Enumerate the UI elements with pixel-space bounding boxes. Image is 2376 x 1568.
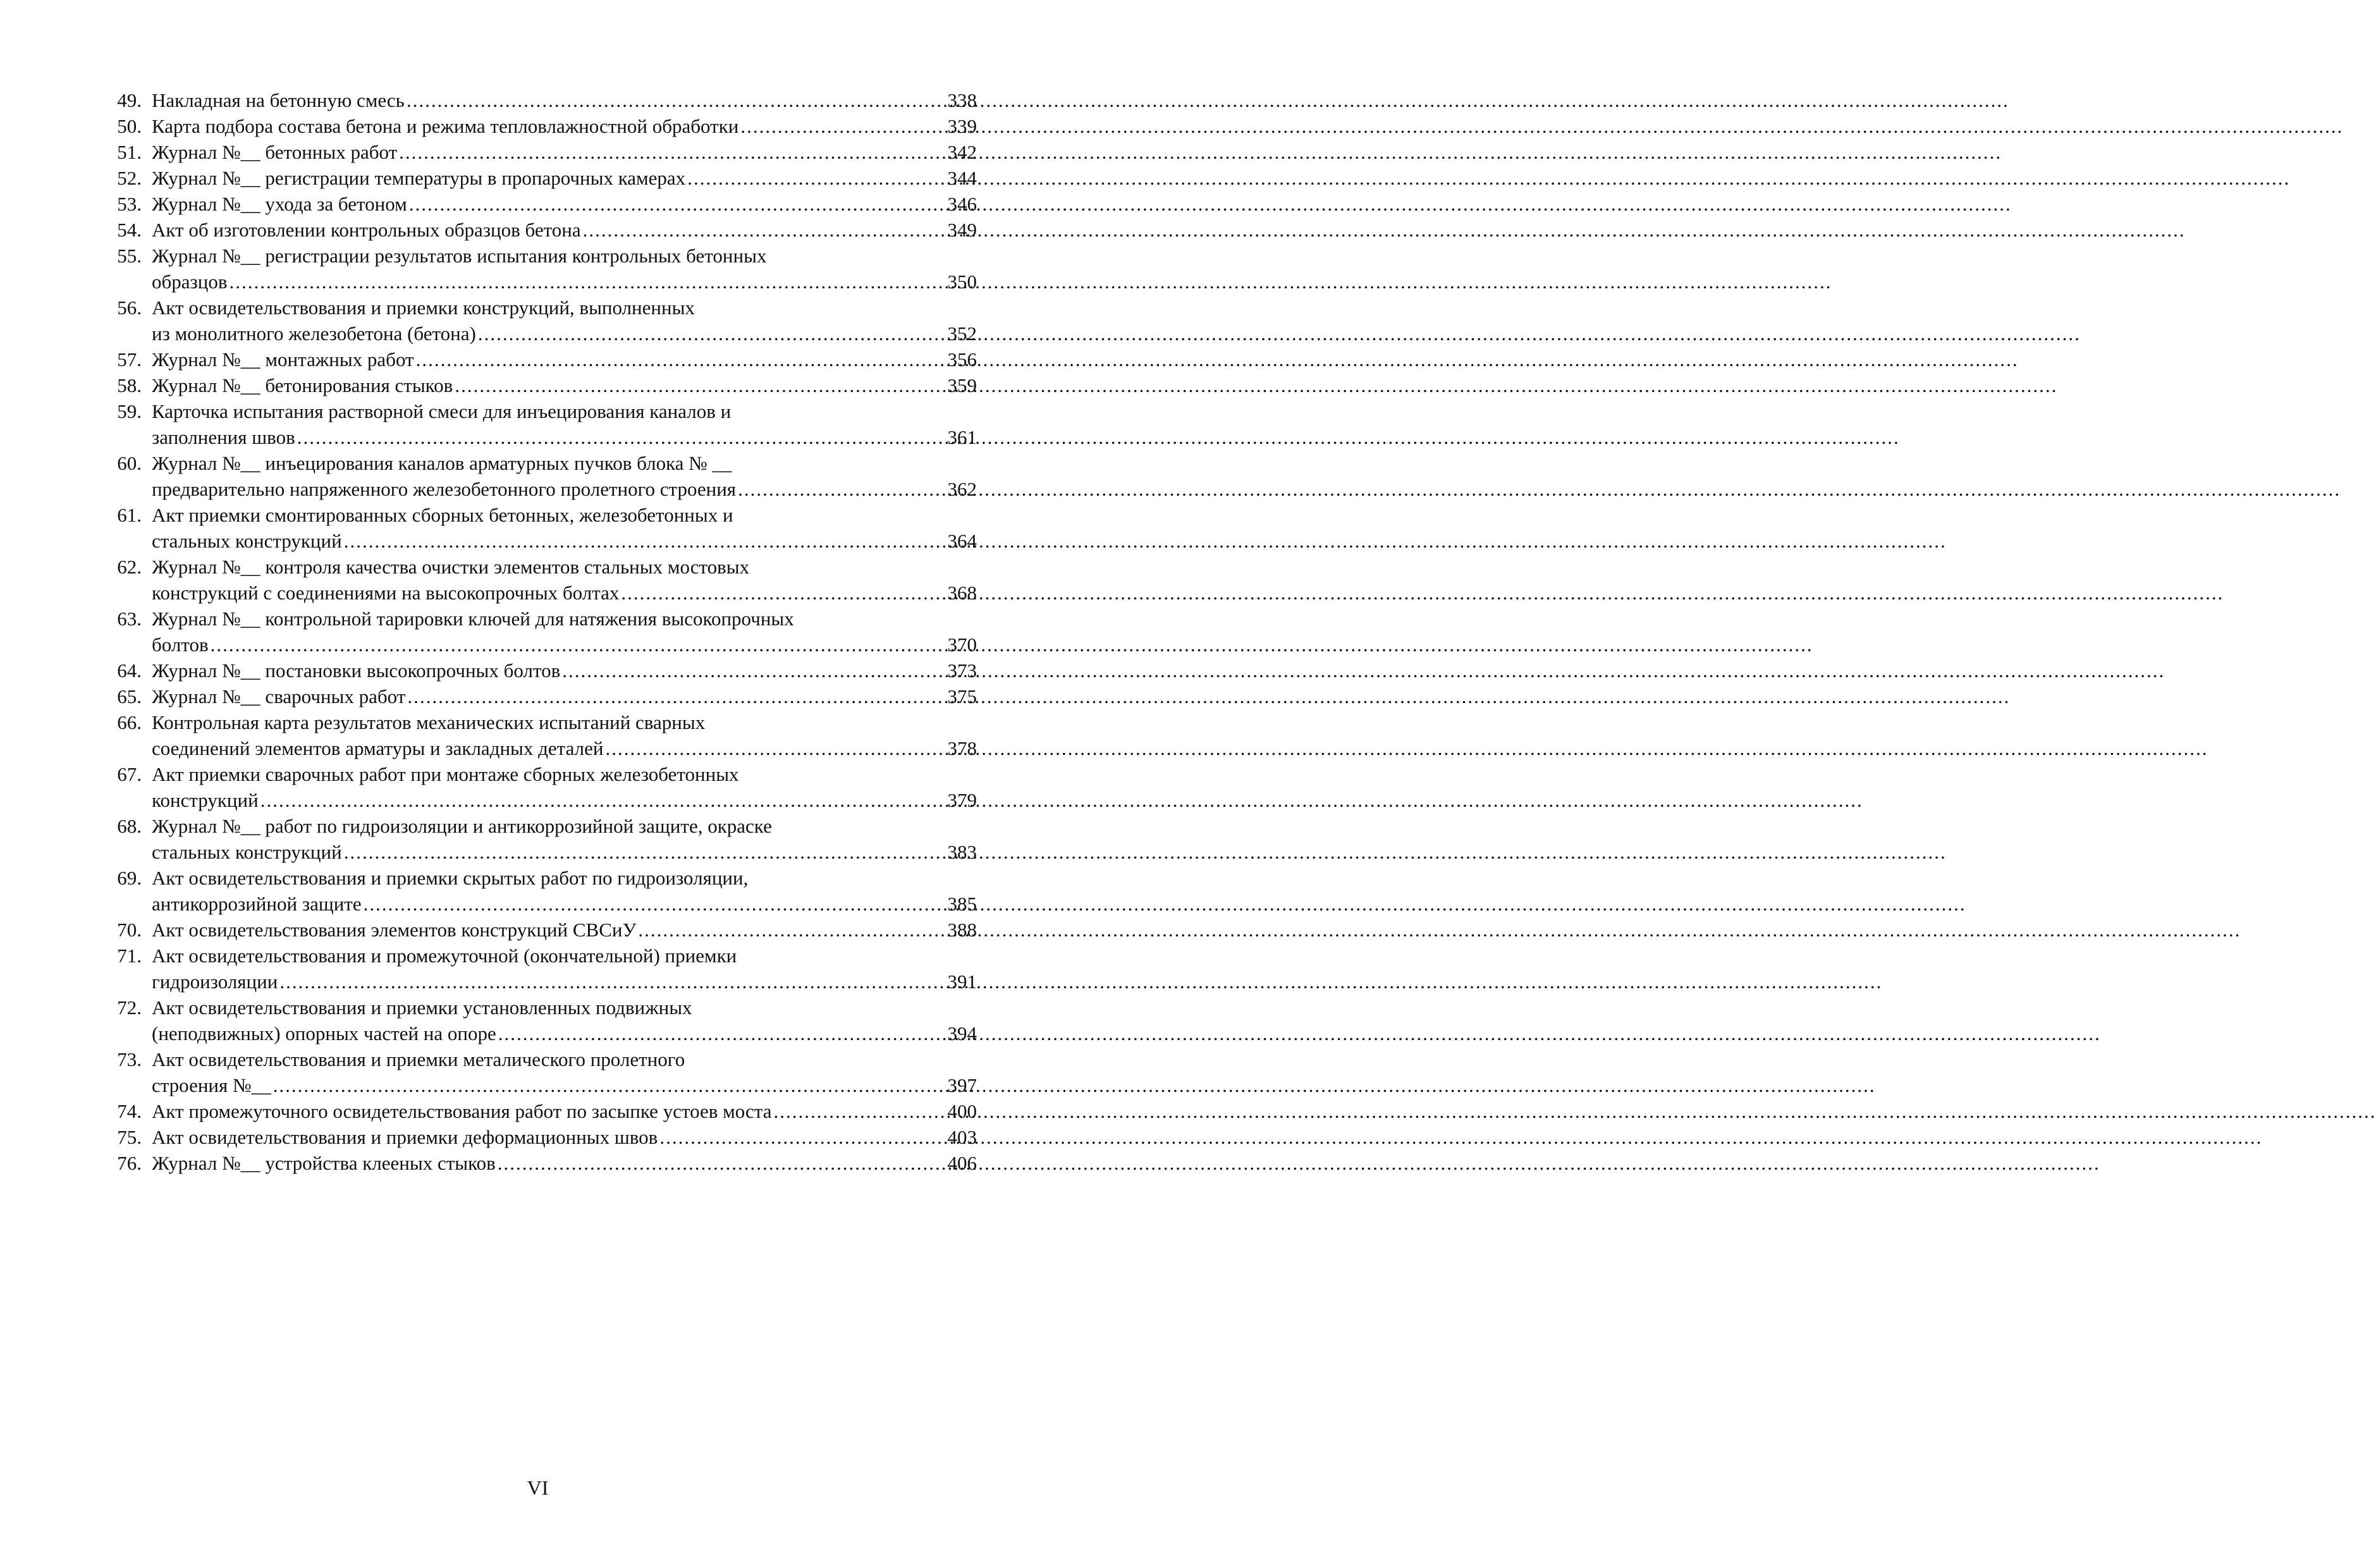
toc-entry-page: 356: [947, 348, 977, 371]
toc-entry-title: Журнал №__ регистрации температуры в пропарочных камерах: [152, 167, 686, 189]
toc-entry-line: [152, 269, 977, 295]
toc-entry: [101, 709, 977, 761]
toc-entry-title: Акт промежуточного освидетельствования работ по засыпке устоев моста: [152, 1100, 772, 1122]
toc-entry-number: 73.: [117, 1048, 142, 1070]
dot-leader: [399, 139, 945, 165]
toc-entry: [101, 658, 977, 683]
toc-entry-body: [152, 450, 977, 502]
dot-leader: [344, 839, 946, 865]
dot-leader: [279, 969, 945, 995]
toc-entry-body: [152, 217, 977, 243]
toc-entry-body: [152, 191, 977, 217]
toc-entry-line: [152, 1046, 977, 1072]
toc-entry-page: 375: [947, 685, 977, 707]
toc-entry-number: 76.: [117, 1152, 142, 1174]
toc-entry: [101, 1046, 977, 1098]
toc-entry-page: 383: [947, 841, 977, 863]
toc-entry-title: предварительно напряженного железобетонного пролетного строения: [152, 478, 737, 500]
toc-entry-title: Журнал №__ монтажных работ: [152, 348, 414, 371]
dot-leader: [416, 346, 946, 372]
toc-entry-number: 60.: [117, 452, 142, 474]
toc-entry-line: [152, 372, 977, 398]
toc-entry-number: 68.: [117, 815, 142, 837]
toc-entry-page: 342: [947, 141, 977, 163]
toc-entry-title: Журнал №__ сварочных работ: [152, 685, 406, 707]
toc-entry-title: стальных конструкций: [152, 530, 342, 552]
toc-entry-title: Акт об изготовлении контрольных образцов бетона: [152, 219, 581, 241]
toc-entry-title: (неподвижных) опорных частей на опоре: [152, 1022, 496, 1044]
toc-entry-number: 52.: [117, 167, 142, 189]
dot-leader: [273, 1072, 946, 1098]
toc-entry-title: Журнал №__ регистрации результатов испытания контрольных бетонных: [152, 245, 767, 267]
toc-entry-title: Акт освидетельствования и приемки установленных подвижных: [152, 996, 692, 1019]
toc-entry: [101, 554, 977, 606]
toc-entry-line: [152, 295, 977, 321]
toc-entry-body: [152, 502, 977, 554]
toc-entry-body: [152, 658, 977, 683]
toc-entry-page: 346: [947, 193, 977, 215]
toc-entry-number: 63.: [117, 608, 142, 630]
toc-entry-line: [152, 735, 977, 761]
toc-entry-title: Журнал №__ инъецирования каналов арматурных пучков блока № __: [152, 452, 732, 474]
toc-entry-page: 350: [947, 271, 977, 293]
dot-leader: [562, 658, 945, 683]
toc-entry-body: [152, 87, 977, 113]
toc-entry-page: 368: [947, 582, 977, 604]
toc-entry-number: 70.: [117, 919, 142, 941]
dot-leader: [773, 1098, 945, 1124]
toc-entry: [101, 346, 977, 372]
dot-leader: [498, 1150, 946, 1176]
toc-entry: [101, 295, 977, 346]
toc-entry-line: [152, 502, 977, 528]
toc-entry-page: 400: [947, 1100, 977, 1122]
toc-entry: [101, 165, 977, 191]
toc-entry-title: Журнал №__ постановки высокопрочных болтов: [152, 659, 561, 682]
toc-entry-number: 67.: [117, 763, 142, 785]
toc-entry-number: 51.: [117, 141, 142, 163]
toc-entry-title: Акт освидетельствования и приемки металического пролетного: [152, 1048, 685, 1070]
toc-entry-body: [152, 1150, 977, 1176]
toc-entry-title: Журнал №__ бетонных работ: [152, 141, 398, 163]
toc-entry-number: 75.: [117, 1126, 142, 1148]
dot-leader: [230, 269, 946, 295]
toc-entry: [101, 243, 977, 295]
toc-entry-line: [152, 1124, 977, 1150]
toc-entry-title: Журнал №__ бетонирования стыков: [152, 374, 453, 396]
toc-entry-body: [152, 1124, 977, 1150]
toc-entry-line: [152, 969, 977, 995]
toc-entry-number: 54.: [117, 219, 142, 241]
toc-entry-number: 50.: [117, 115, 142, 137]
toc-entry-line: [152, 139, 977, 165]
toc-entry-title: Карточка испытания растворной смеси для инъецирования каналов и: [152, 400, 732, 422]
dot-leader: [260, 787, 946, 813]
toc-entry-page: 362: [947, 478, 977, 500]
toc-entry-page: 406: [947, 1152, 977, 1174]
toc-entry-line: [152, 346, 977, 372]
toc-entry-line: [152, 87, 977, 113]
toc-entry-line: [152, 658, 977, 683]
toc-entry-body: [152, 165, 977, 191]
toc-entry-title: из монолитного железобетона (бетона): [152, 322, 476, 345]
toc-entry-title: конструкций с соединениями на высокопрочных болтах: [152, 582, 620, 604]
toc-entry: [101, 87, 977, 113]
table-of-contents: [101, 87, 977, 1176]
toc-entry-body: [152, 346, 977, 372]
toc-entry-body: [152, 1098, 977, 1124]
toc-entry-line: [152, 787, 977, 813]
toc-entry: [101, 865, 977, 917]
toc-entry-line: [152, 761, 977, 787]
toc-entry-body: [152, 761, 977, 813]
toc-entry-title: образцов: [152, 271, 228, 293]
toc-entry-body: [152, 398, 977, 450]
toc-entry-line: [152, 113, 977, 139]
toc-entry-line: [152, 165, 977, 191]
toc-entry-line: [152, 554, 977, 580]
dot-leader: [407, 683, 945, 709]
toc-entry-line: [152, 528, 977, 554]
toc-entry-page: 349: [947, 219, 977, 241]
toc-entry-body: [152, 943, 977, 995]
dot-leader: [621, 580, 945, 606]
toc-entry-number: 65.: [117, 685, 142, 707]
toc-entry-number: 59.: [117, 400, 142, 422]
toc-entry: [101, 502, 977, 554]
toc-entry-number: 64.: [117, 659, 142, 682]
toc-entry-page: 361: [947, 426, 977, 448]
dot-leader: [740, 113, 945, 139]
toc-entry-line: [152, 424, 977, 450]
toc-entry-line: [152, 450, 977, 476]
dot-leader: [498, 1020, 946, 1046]
dot-leader: [478, 321, 946, 346]
toc-entry-line: [152, 1098, 977, 1124]
toc-entry: [101, 683, 977, 709]
dot-leader: [687, 165, 945, 191]
toc-entry-page: 338: [947, 89, 977, 111]
dot-leader: [605, 735, 945, 761]
toc-entry-number: 58.: [117, 374, 142, 396]
toc-entry-title: Журнал №__ ухода за бетоном: [152, 193, 407, 215]
toc-entry-number: 74.: [117, 1100, 142, 1122]
dot-leader: [211, 632, 946, 658]
toc-entry-line: [152, 917, 977, 943]
toc-entry-line: [152, 476, 977, 502]
toc-entry-line: [152, 321, 977, 346]
toc-entry-title: антикоррозийной защите: [152, 893, 362, 915]
toc-entry-title: конструкций: [152, 789, 259, 811]
dot-leader: [659, 1124, 945, 1150]
toc-entry: [101, 813, 977, 865]
toc-entry-line: [152, 606, 977, 632]
toc-entry-line: [152, 1072, 977, 1098]
toc-entry-page: 359: [947, 374, 977, 396]
toc-entry-line: [152, 243, 977, 269]
toc-entry-line: [152, 683, 977, 709]
toc-entry-title: стальных конструкций: [152, 841, 342, 863]
dot-leader: [738, 476, 945, 502]
toc-entry: [101, 191, 977, 217]
toc-entry-line: [152, 217, 977, 243]
toc-entry-body: [152, 1046, 977, 1098]
toc-entry: [101, 606, 977, 658]
toc-entry-title: Акт освидетельствования и приемки конструкций, выполненных: [152, 297, 695, 319]
toc-entry-page: 391: [947, 971, 977, 993]
toc-entry-body: [152, 995, 977, 1046]
toc-entry: [101, 995, 977, 1046]
dot-leader: [407, 87, 946, 113]
toc-entry-page: 339: [947, 115, 977, 137]
toc-entry-number: 57.: [117, 348, 142, 371]
toc-entry-page: 378: [947, 737, 977, 759]
toc-entry-line: [152, 398, 977, 424]
toc-entry-number: 61.: [117, 504, 142, 526]
dot-leader: [583, 217, 946, 243]
toc-entry-line: [152, 943, 977, 969]
toc-entry-title: Акт освидетельствования и приемки деформационных швов: [152, 1126, 658, 1148]
toc-entry-number: 71.: [117, 945, 142, 967]
toc-entry-title: Акт освидетельствования и приемки скрытых работ по гидроизоляции,: [152, 867, 749, 889]
toc-entry-body: [152, 113, 977, 139]
toc-entry-line: [152, 813, 977, 839]
toc-entry-number: 56.: [117, 297, 142, 319]
dot-leader: [409, 191, 946, 217]
toc-entry-title: Журнал №__ устройства клееных стыков: [152, 1152, 496, 1174]
toc-entry-title: Акт освидетельствования и промежуточной (окончательной) приемки: [152, 945, 737, 967]
toc-entry-body: [152, 917, 977, 943]
toc-entry: [101, 1150, 977, 1176]
dot-leader: [344, 528, 946, 554]
toc-entry-title: строения №__: [152, 1074, 271, 1096]
toc-entry-title: Акт приемки сварочных работ при монтаже сборных железобетонных: [152, 763, 739, 785]
toc-entry: [101, 398, 977, 450]
dot-leader: [364, 891, 946, 917]
page-number: VI: [527, 1476, 549, 1499]
toc-entry-page: 385: [947, 893, 977, 915]
toc-entry: [101, 917, 977, 943]
toc-entry-body: [152, 295, 977, 346]
toc-entry-body: [152, 554, 977, 606]
toc-entry: [101, 139, 977, 165]
toc-entry-title: Журнал №__ контрольной тарировки ключей для натяжения высокопрочных: [152, 608, 794, 630]
toc-entry-title: Акт освидетельствования элементов конструкций СВСиУ: [152, 919, 637, 941]
toc-entry-page: 403: [947, 1126, 977, 1148]
toc-entry-body: [152, 865, 977, 917]
toc-entry: [101, 217, 977, 243]
toc-entry-line: [152, 1150, 977, 1176]
toc-entry-number: 53.: [117, 193, 142, 215]
toc-entry-line: [152, 891, 977, 917]
toc-entry-number: 55.: [117, 245, 142, 267]
toc-entry-title: Акт приемки смонтированных сборных бетонных, железобетонных и: [152, 504, 733, 526]
toc-entry-number: 69.: [117, 867, 142, 889]
toc-entry-line: [152, 995, 977, 1020]
toc-entry: [101, 1098, 977, 1124]
toc-entry-page: 397: [947, 1074, 977, 1096]
toc-entry-body: [152, 139, 977, 165]
toc-entry-title: заполнения швов: [152, 426, 295, 448]
toc-entry-page: 379: [947, 789, 977, 811]
toc-entry-number: 66.: [117, 711, 142, 733]
toc-entry-line: [152, 191, 977, 217]
toc-entry-page: 388: [947, 919, 977, 941]
toc-entry: [101, 113, 977, 139]
toc-entry-line: [152, 580, 977, 606]
toc-entry-title: соединений элементов арматуры и закладных деталей: [152, 737, 604, 759]
toc-entry-body: [152, 683, 977, 709]
toc-entry-page: 370: [947, 634, 977, 656]
dot-leader: [455, 372, 945, 398]
toc-entry-page: 373: [947, 659, 977, 682]
toc-entry-line: [152, 839, 977, 865]
toc-entry: [101, 761, 977, 813]
toc-entry-body: [152, 372, 977, 398]
toc-entry-body: [152, 606, 977, 658]
toc-entry-body: [152, 813, 977, 865]
toc-entry-number: 49.: [117, 89, 142, 111]
toc-entry: [101, 372, 977, 398]
toc-entry-line: [152, 1020, 977, 1046]
toc-entry-title: Журнал №__ работ по гидроизоляции и антикоррозийной защите, окраске: [152, 815, 772, 837]
toc-entry-body: [152, 709, 977, 761]
toc-entry-page: 364: [947, 530, 977, 552]
toc-entry-page: 344: [947, 167, 977, 189]
toc-entry-title: Карта подбора состава бетона и режима тепловлажностной обработки: [152, 115, 739, 137]
toc-entry-line: [152, 632, 977, 658]
toc-entry-line: [152, 865, 977, 891]
toc-entry-body: [152, 243, 977, 295]
toc-entry: [101, 450, 977, 502]
dot-leader: [297, 424, 946, 450]
toc-entry-title: гидроизоляции: [152, 971, 278, 993]
toc-entry-page: 352: [947, 322, 977, 345]
toc-entry-title: Журнал №__ контроля качества очистки элементов стальных мостовых: [152, 556, 750, 578]
toc-entry-title: Контрольная карта результатов механических испытаний сварных: [152, 711, 706, 733]
toc-entry-number: 72.: [117, 996, 142, 1019]
toc-entry: [101, 1124, 977, 1150]
toc-entry: [101, 943, 977, 995]
toc-entry-number: 62.: [117, 556, 142, 578]
toc-entry-line: [152, 709, 977, 735]
toc-entry-title: болтов: [152, 634, 209, 656]
toc-entry-page: 394: [947, 1022, 977, 1044]
dot-leader: [638, 917, 945, 943]
toc-entry-title: Накладная на бетонную смесь: [152, 89, 405, 111]
